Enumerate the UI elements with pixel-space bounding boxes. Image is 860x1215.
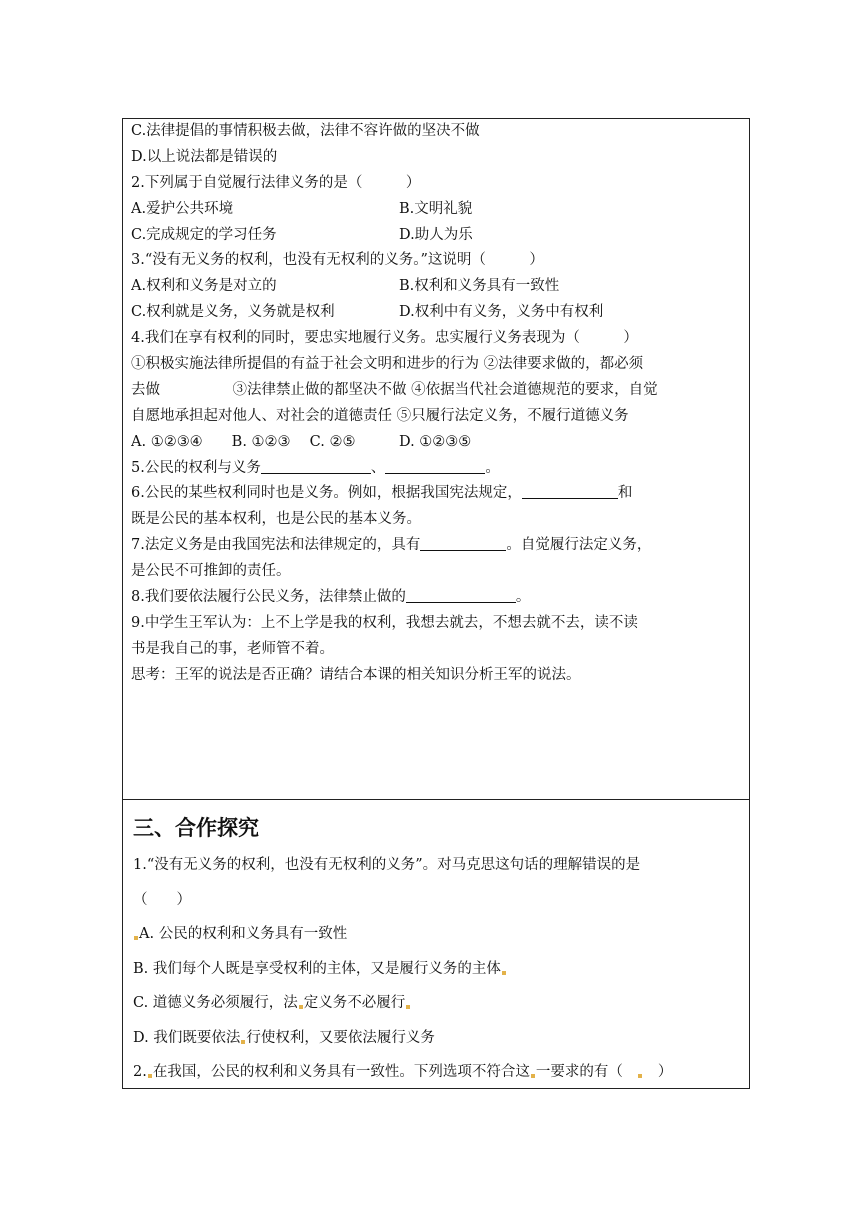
options-row [131, 197, 743, 223]
exercise-box [122, 118, 750, 800]
question-text: 8.我们要依法履行公民义务，法律禁止做的 [131, 589, 406, 606]
question-9: 9.中学生王军认为：上不上学是我的权利，我想去就去，不想去就不去，读不读 [131, 614, 638, 631]
option-d: D.助人为乐 [399, 226, 473, 243]
option-d [133, 1021, 741, 1056]
option-b: B.文明礼貌 [399, 200, 473, 217]
answer-blank[interactable] [385, 457, 485, 474]
option-a [133, 917, 741, 952]
text-line: 自愿地承担起对他人、对社会的道德责任 ⑤只履行法定义务，不履行道德义务 [131, 407, 629, 424]
revision-mark [148, 1074, 152, 1078]
text-line: 既是公民的基本权利，也是公民的基本义务。 [131, 511, 421, 528]
question-text: 。 [485, 459, 500, 476]
text-line: 书是我自己的事，老师管不着。 [131, 640, 334, 657]
question-text: 。自觉履行法定义务， [506, 537, 652, 554]
option-d: D.权利中有义务，义务中有权利 [399, 304, 604, 321]
question-1: 1.“没有无义务的权利，也没有无权利的义务”。对马克思这句话的理解错误的是 [133, 857, 641, 873]
options-row [131, 274, 743, 300]
question-text: 2. [133, 1064, 147, 1080]
question-text: 在我国，公民的权利和义务具有一致性。下列选项不符合这 [152, 1064, 530, 1080]
question-2: 2.下列属于自觉履行法律义务的是（ ） [131, 174, 421, 191]
option-b: B.权利和义务具有一致性 [399, 278, 560, 295]
revision-mark [406, 1005, 410, 1009]
answer-blank[interactable] [406, 586, 516, 603]
answer-blank[interactable] [420, 534, 506, 551]
options-row [131, 300, 743, 326]
question-text: 7.法定义务是由我国宪法和法律规定的，具有 [131, 537, 421, 554]
question-6 [131, 481, 743, 507]
options-row [131, 223, 743, 249]
exercise-content [131, 119, 743, 689]
option-b [133, 952, 741, 987]
revision-mark [134, 936, 138, 940]
option-c: C.完成规定的学习任务 [131, 226, 277, 243]
text-line: 去做 ③法律禁止做的都坚决不做 ④依据当代社会道德规范的要求，自觉 [131, 381, 658, 398]
question-text: 。 [515, 589, 531, 606]
option-text: D. 我们既要依法 [133, 1029, 241, 1046]
options-row: A. ①②③④ B. ①②③ C. ②⑤ D. ①②③⑤ [131, 433, 472, 450]
text-line: D.以上说法都是错误的 [131, 148, 278, 165]
think-prompt: 思考：王军的说法是否正确？请结合本课的相关知识分析王军的说法。 [131, 666, 581, 683]
question-text: ） [643, 1064, 673, 1080]
question-7 [131, 533, 743, 559]
question-4: 4.我们在享有权利的同时，要忠实地履行义务。忠实履行义务表现为（ ） [131, 330, 638, 347]
question-text: 和 [617, 485, 633, 502]
question-3: 3.“没有无义务的权利，也没有无权利的义务。”这说明（ ） [131, 252, 544, 269]
option-c [133, 986, 741, 1021]
cooperation-box [122, 799, 750, 1089]
revision-mark [299, 1005, 303, 1009]
question-2 [133, 1055, 741, 1090]
cooperation-content [133, 848, 741, 1090]
answer-blank[interactable] [261, 457, 371, 474]
option-text: B. 我们每个人既是享受权利的主体，又是履行义务的主体 [133, 960, 501, 977]
option-c: C.权利就是义务，义务就是权利 [131, 304, 335, 321]
option-text: C. 道德义务必须履行，法 [133, 995, 298, 1011]
option-a: A.爱护公共环境 [131, 200, 234, 217]
text-line: C.法律提倡的事情积极去做，法律不容许做的坚决不做 [131, 123, 480, 139]
question-text: 一要求的有（ [535, 1064, 638, 1080]
question-text: 6.公民的某些权利同时也是义务。例如，根据我国宪法规定， [131, 485, 522, 502]
option-text: 行使权利，又要依法履行义务 [246, 1029, 435, 1046]
worksheet-page [122, 118, 750, 1089]
revision-mark [638, 1074, 642, 1078]
separator: 、 [370, 459, 386, 476]
option-a: A.权利和义务是对立的 [131, 278, 277, 295]
question-5 [131, 456, 743, 482]
answer-paren: （ ） [133, 891, 191, 908]
option-text: 定义务不必履行 [303, 995, 406, 1011]
section-heading: 三、合作探究 [133, 816, 259, 840]
question-text: 5.公民的权利与义务 [131, 459, 261, 476]
revision-mark [531, 1074, 535, 1078]
text-line: 是公民不可推卸的责任。 [131, 563, 291, 580]
option-text: A. 公民的权利和义务具有一致性 [139, 926, 348, 942]
answer-blank[interactable] [522, 482, 618, 499]
text-line: ①积极实施法律所提倡的有益于社会文明和进步的行为 ②法律要求做的，都必须 [131, 356, 644, 373]
revision-mark [241, 1040, 245, 1044]
revision-mark [502, 971, 506, 975]
question-8 [131, 585, 743, 611]
